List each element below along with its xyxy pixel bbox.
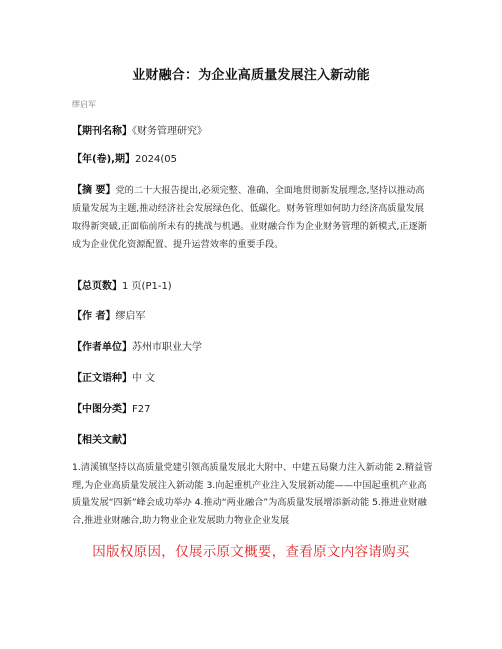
- pages-value: 1 页(P1-1): [122, 281, 172, 292]
- page-title: 业财融合：为企业高质量发展注入新动能: [132, 68, 370, 83]
- language-label: 【正文语种】: [72, 373, 132, 384]
- abstract-text: 党的二十大报告提出,必须完整、准确、全面地贯彻新发展理念,坚持以推动高质量发展为主题,推动经济社会发展绿色化、低碳化。财务管理如何助力经济高质量发展取得新突破,正面临前所未有的挑战与机遇。业财融合作为企业财务管理的新模式,正逐渐成为企业优化资源配置、提升运营效率的重要手段。: [72, 185, 427, 250]
- classification-label: 【中图分类】: [72, 404, 132, 415]
- related-references-list: 1.清溪镇坚持以高质量党建引领高质量发展北大附中、中建五局聚力注入新动能 2.精益管理,为企业高质量发展注入新动能 3.向起重机产业注入发展新动能——中国起重机产业高质量发展“四新”峰会成功举办 4.推动“两业融合”为高质量发展增添新动能 5.推进业财融合,推进业财融合,助力物业企业发展助力物业企业发展: [72, 462, 433, 526]
- related-label: 【相关文献】: [72, 435, 132, 446]
- affiliation-value: 苏州市职业大学: [132, 342, 202, 353]
- author-value: 缪启军: [115, 311, 146, 322]
- language-value: 中 文: [132, 373, 156, 384]
- author-byline: 缪启军: [72, 100, 96, 109]
- year-issue-field: [72, 153, 177, 167]
- author-label: 【作 者】: [72, 311, 116, 322]
- abstract-label: 【摘 要】: [72, 185, 116, 196]
- affiliation-field: [72, 341, 202, 355]
- abstract-field: [72, 182, 432, 254]
- related-field: [72, 434, 132, 448]
- year-issue-label: 【年(卷),期】: [72, 154, 135, 165]
- author-field: [72, 310, 145, 324]
- affiliation-label: 【作者单位】: [72, 342, 132, 353]
- year-issue-value: 2024(05: [134, 154, 178, 165]
- classification-field: [72, 403, 150, 417]
- journal-field: [72, 125, 207, 139]
- pages-label: 【总页数】: [72, 281, 122, 292]
- language-field: [72, 372, 155, 386]
- journal-label: 【期刊名称】: [72, 126, 132, 137]
- copyright-notice: 因版权原因，仅展示原文概要，查看原文内容请购买: [92, 544, 410, 560]
- journal-value: 《财务管理研究》: [132, 126, 207, 137]
- pages-field: [72, 280, 172, 294]
- classification-value: F27: [132, 404, 151, 415]
